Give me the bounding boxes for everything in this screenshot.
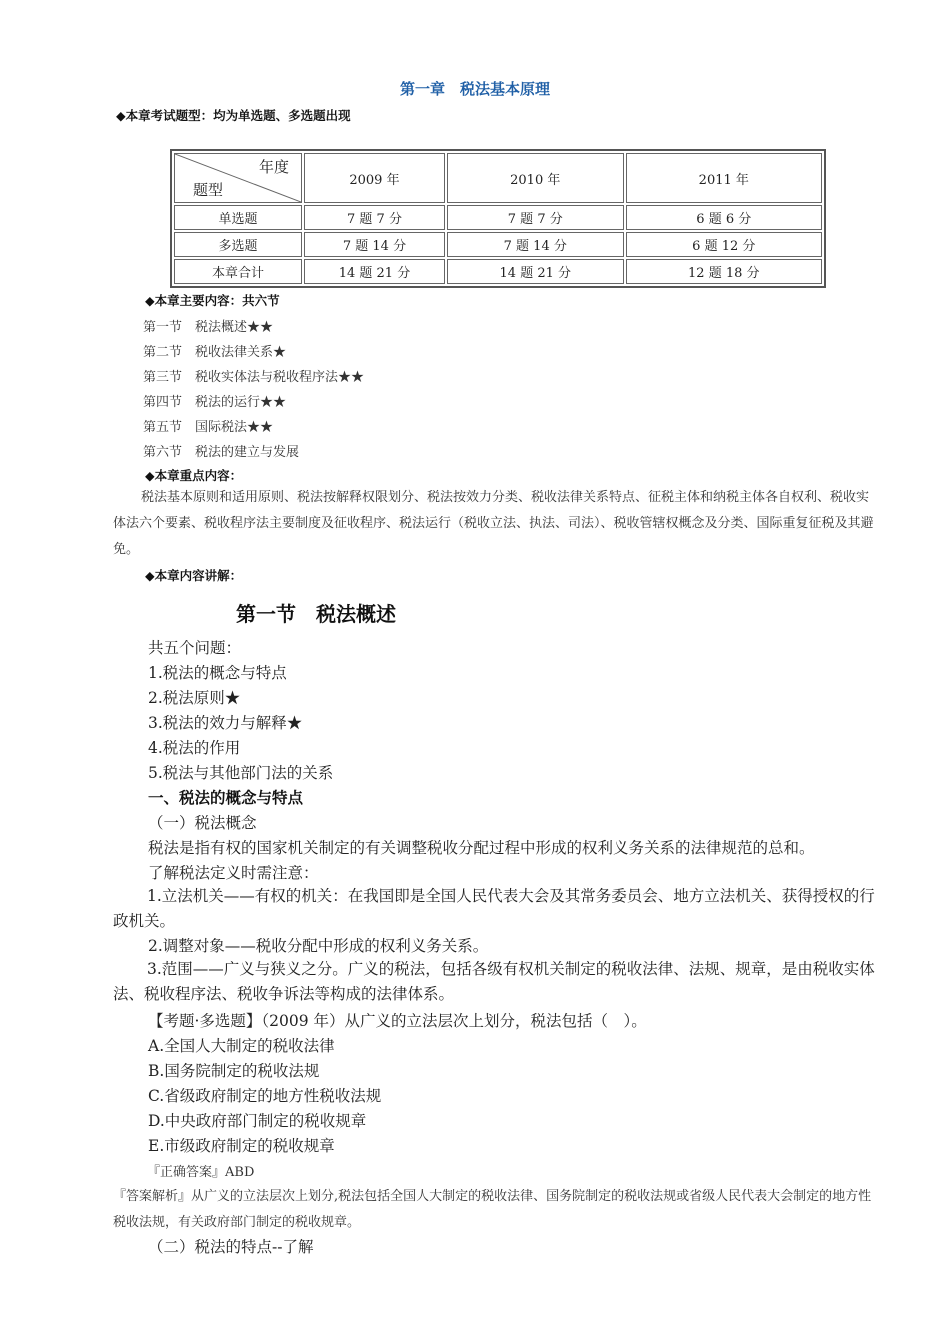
table-row [174,232,822,257]
row-type: 单选题 [174,205,302,230]
five-questions-intro: 共五个问题： [148,639,242,657]
heading-1: 一、税法的概念与特点 [148,788,304,807]
section-number: 第二节 [143,345,183,360]
section-list-item [143,391,286,410]
section-title: 税收实体法与税收程序法★★ [195,370,365,385]
table-cell: 6 题 6 分 [626,205,822,230]
question-list-item: 4.税法的作用 [148,739,241,757]
correct-answer: 『正确答案』ABD [147,1165,255,1180]
note-item-2: 2.调整对象——税收分配中形成的权利义务关系。 [148,937,489,955]
table-corner-cell [174,153,302,203]
row-type: 多选题 [174,232,302,257]
table-header-row [174,153,822,203]
chapter-title: 第一章 税法基本原理 [399,80,550,98]
subheading-features: （二）税法的特点--了解 [148,1238,314,1256]
section-title: 税法的运行★★ [195,395,287,410]
table-cell: 7 题 7 分 [447,205,624,230]
note-item-3: 3.范围——广义与狭义之分。广义的税法，包括各级有权机关制定的税收法律、法规、规章，是由税收实体法、税收程序法、税收争诉法等构成的法律体系。 [113,960,875,1003]
question-list-item: 1.税法的概念与特点 [148,664,287,682]
answer-analysis: 『答案解析』从广义的立法层次上划分,税法包括全国人大制定的税收法律、国务院制定的税收法规或省级人民代表大会制定的地方性税收法规，有关政府部门制定的税收规章。 [113,1189,872,1230]
answer-option: C.省级政府制定的地方性税收法规 [148,1087,382,1105]
table-row [174,205,822,230]
table-cell: 14 题 21 分 [447,259,624,284]
section-number: 第六节 [143,445,183,460]
note-intro: 了解税法定义时需注意： [148,864,319,882]
answer-option: E.市级政府制定的税收规章 [148,1137,335,1155]
exam-types-heading: ◆本章考试题型：均为单选题、多选题出现 [116,108,351,123]
table-cell: 6 题 12 分 [626,232,822,257]
section-number: 第一节 [143,320,183,335]
table-cell: 7 题 14 分 [447,232,624,257]
key-content-text: 税法基本原则和适用原则、税法按解释权限划分、税法按效力分类、税收法律关系特点、征税主体和纳税主体各自权利、税收实体法六个要素、税收程序法主要制度及征收程序、税法运行（税收立法、执法、司法）、税收管辖权概念及分类、国际重复征税及其避免。 [113,490,874,557]
year-header: 2009 年 [304,153,445,203]
section-title: 国际税法★★ [195,420,274,435]
table-cell: 7 题 7 分 [304,205,445,230]
section-list-item [143,366,364,385]
year-header: 2011 年 [626,153,822,203]
section-number: 第三节 [143,370,183,385]
section-number: 第五节 [143,420,183,435]
corner-year-label: 年度 [258,158,289,176]
section-list-item [143,341,286,360]
main-content-heading: ◆本章主要内容：共六节 [145,293,280,308]
section-number: 第四节 [143,395,183,410]
section-list-item [143,441,299,460]
table-cell: 7 题 14 分 [304,232,445,257]
table-cell: 14 题 21 分 [304,259,445,284]
answer-option: B.国务院制定的税收法规 [148,1062,320,1080]
section-list-item [143,316,273,335]
row-type: 本章合计 [174,259,302,284]
subheading-concept: （一）税法概念 [148,814,257,832]
explain-heading: ◆本章内容讲解： [145,568,243,583]
exam-question: 【考题·多选题】（2009 年）从广义的立法层次上划分，税法包括（ ）。 [148,1012,647,1030]
question-list-item: 5.税法与其他部门法的关系 [148,764,334,782]
section-list-item [143,416,273,435]
question-list-item: 2.税法原则★ [148,689,241,707]
note-item-1: 1.立法机关——有权的机关：在我国即是全国人民代表大会及其常务委员会、地方立法机关、获得授权的行政机关。 [113,887,875,930]
section-title: 税法概述★★ [195,320,274,335]
definition-text: 税法是指有权的国家机关制定的有关调整税收分配过程中形成的权利义务关系的法律规范的总和。 [148,839,815,857]
section-title: 税法的建立与发展 [195,445,300,460]
answer-option: A.全国人大制定的税收法律 [148,1037,335,1055]
corner-type-label: 题型 [193,181,224,199]
table-row [174,259,822,284]
answer-option: D.中央政府部门制定的税收规章 [148,1112,367,1130]
section1-title: 第一节 税法概述 [236,602,396,626]
question-list-item: 3.税法的效力与解释★ [148,714,303,732]
table-cell: 12 题 18 分 [626,259,822,284]
section-title: 税收法律关系★ [195,345,287,360]
year-header: 2010 年 [447,153,624,203]
exam-type-table [170,149,826,288]
key-content-heading: ◆本章重点内容： [145,468,243,483]
